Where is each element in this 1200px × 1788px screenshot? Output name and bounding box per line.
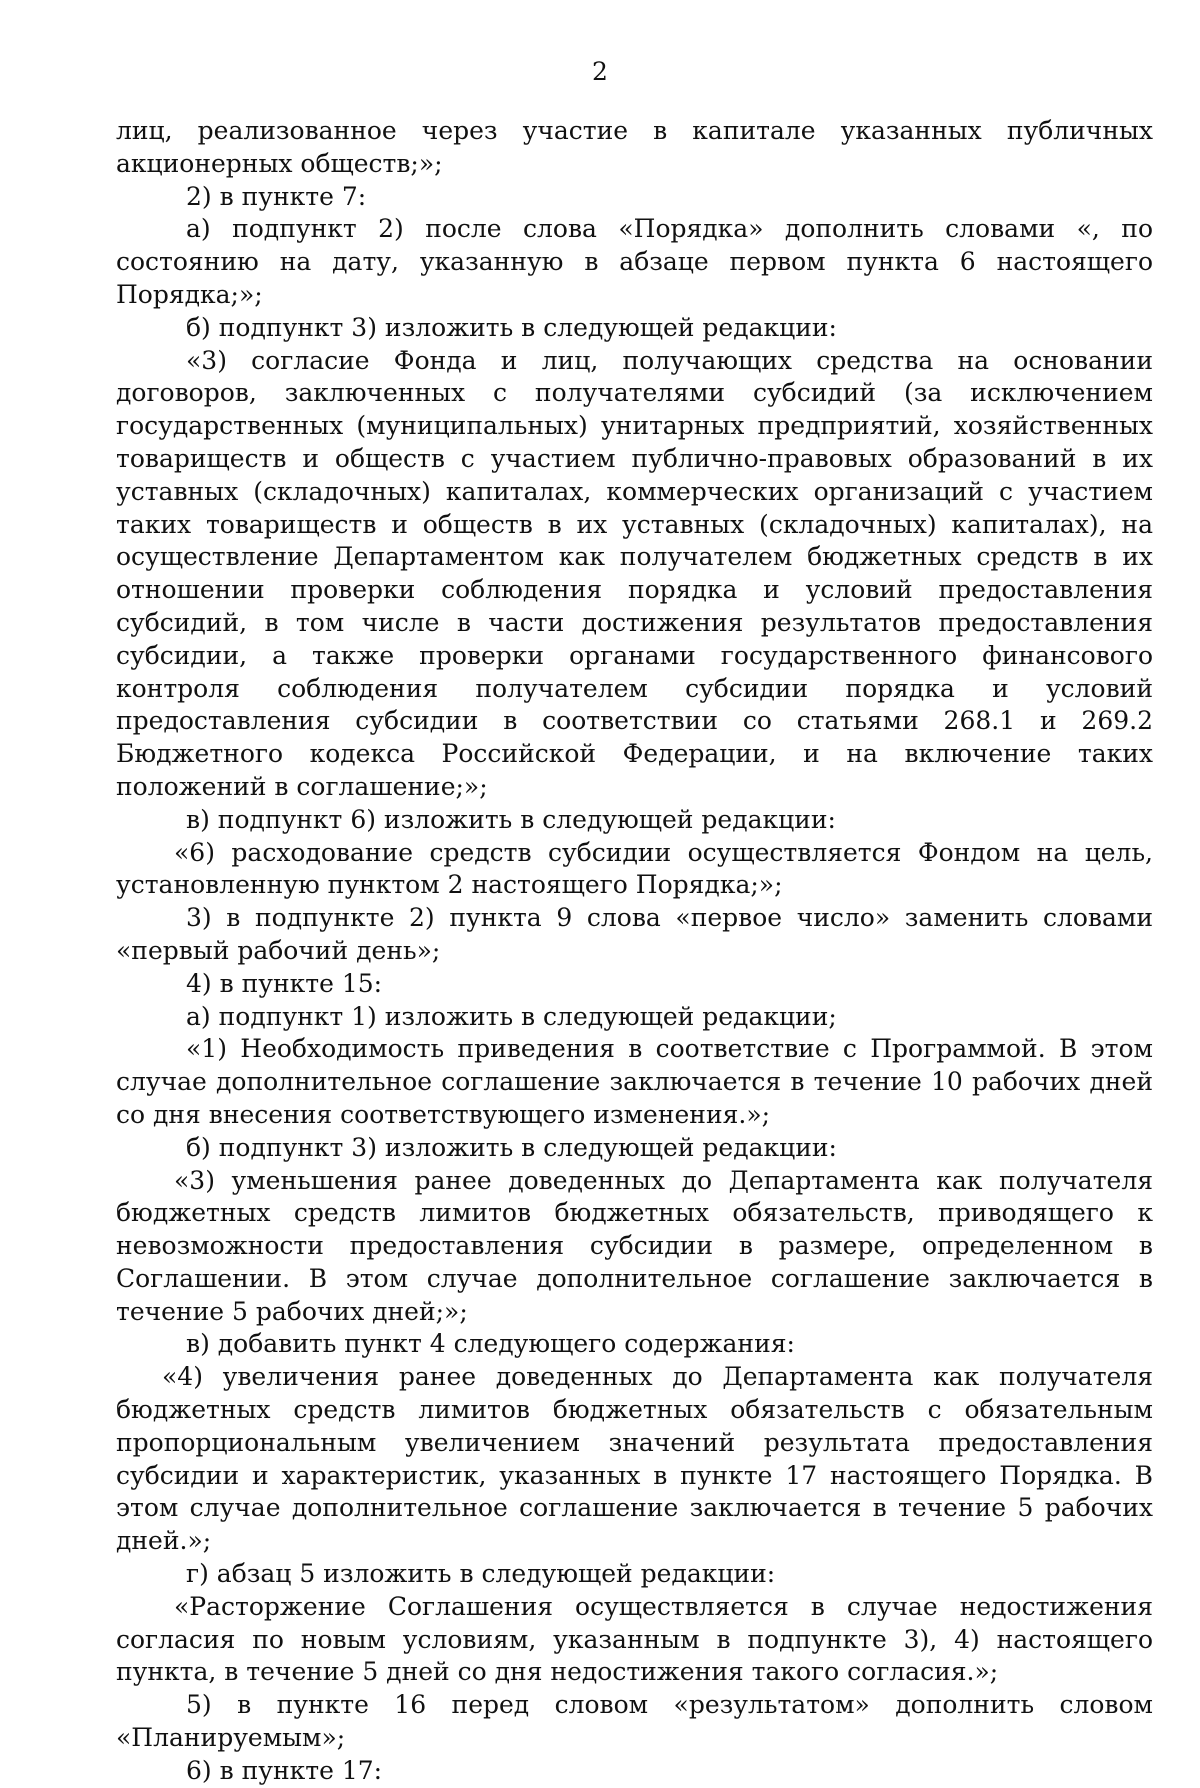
page-number: 2 — [592, 57, 608, 86]
paragraph-subitem-b-2: б) подпункт 3) изложить в следующей редакции: — [186, 1132, 837, 1162]
paragraph-item-2: 2) в пункте 7: — [186, 181, 367, 211]
paragraph-subitem-v: в) подпункт 6) изложить в следующей редакции: — [186, 804, 836, 834]
paragraph-quote-1: «1) Необходимость приведения в соответствие с Программой. В этом случае дополнительное соглашение заключается в течение 10 рабочих дней со дня внесения соответствующего изменения.»; — [116, 1034, 1153, 1129]
paragraph-quote-termination: «Расторжение Соглашения осуществляется в случае недостижения согласия по новым условиям, указанным в подпункте 3), 4) настоящего пункта, в течение 5 дней со дня недостижения такого согласия.»; — [116, 1591, 1153, 1687]
paragraph-quote-4: «4) увеличения ранее доведенных до Департамента как получателя бюджетных средств лимитов бюджетных обязательств с обязательным пропорциональным увеличением значений результата предоставления субсидии и характеристик, указанных в пункте 17 настоящего Порядка. В этом случае дополнительное соглашение заключается в течение 5 рабочих дней.»; — [116, 1362, 1153, 1556]
paragraph-subitem-a-2: а) подпункт 1) изложить в следующей редакции; — [186, 1001, 837, 1031]
paragraph-item-5: 5) в пункте 16 перед словом «результатом» дополнить словом — [186, 1690, 1153, 1720]
paragraph-subitem-a: а) подпункт 2) после слова «Порядка» дополнить словами «, по состоянию на дату, указанную в абзаце первом пункта 6 настоящего Порядка;»; — [116, 214, 1153, 309]
paragraph-quote-6: «6) расходование средств субсидии осуществляется Фондом на цель, установленную пунктом 2 настоящего Порядка;»; — [116, 837, 1153, 900]
paragraph-quote-3: «3) согласие Фонда и лиц, получающих средства на основании договоров, заключенных с получателями субсидий (за исключением государственных (муниципальных) унитарных предприятий, хозяйственных товариществ и обществ с участием публично-правовых образований в их уставных (складочных) капиталах, коммерческих организаций с участием таких товариществ и обществ в их уставных (складочных) капиталах), на осуществление Департаментом как получателем бюджетных средств в их отношении проверки соблюдения порядка и условий предоставления субсидий, в том числе в части достижения результатов предоставления субсидии, а также проверки органами государственного финансового контроля соблюдения получателем субсидии порядка и условий предоставления субсидии в соответствии со статьями 268.1 и 269.2 Бюджетного кодекса Российской Федерации, и на включение таких положений в соглашение;»; — [116, 345, 1153, 801]
paragraph-item-3: 3) в подпункте 2) пункта 9 слова «первое число» заменить словами «первый рабочий день»; — [116, 903, 1153, 965]
paragraph-quote-3-b: «3) уменьшения ранее доведенных до Департамента как получателя бюджетных средств лимитов бюджетных обязательств, приводящего к невозможности предоставления субсидии в размере, определенном в Соглашении. В этом случае дополнительное соглашение заключается в течение 5 рабочих дней;»; — [116, 1165, 1153, 1326]
paragraph-subitem-v-2: в) добавить пункт 4 следующего содержания: — [186, 1329, 795, 1359]
paragraph-subitem-b: б) подпункт 3) изложить в следующей редакции: — [186, 312, 837, 342]
paragraph-item-5-continuation: «Планируемым»; — [116, 1723, 346, 1753]
paragraph-continuation: лиц, реализованное через участие в капитале указанных публичных акционерных обществ;»; — [116, 116, 1153, 178]
paragraph-item-4: 4) в пункте 15: — [186, 968, 383, 998]
paragraph-subitem-g: г) абзац 5 изложить в следующей редакции: — [186, 1559, 776, 1589]
paragraph-item-6: 6) в пункте 17: — [186, 1755, 383, 1785]
document-body — [116, 115, 1153, 1788]
